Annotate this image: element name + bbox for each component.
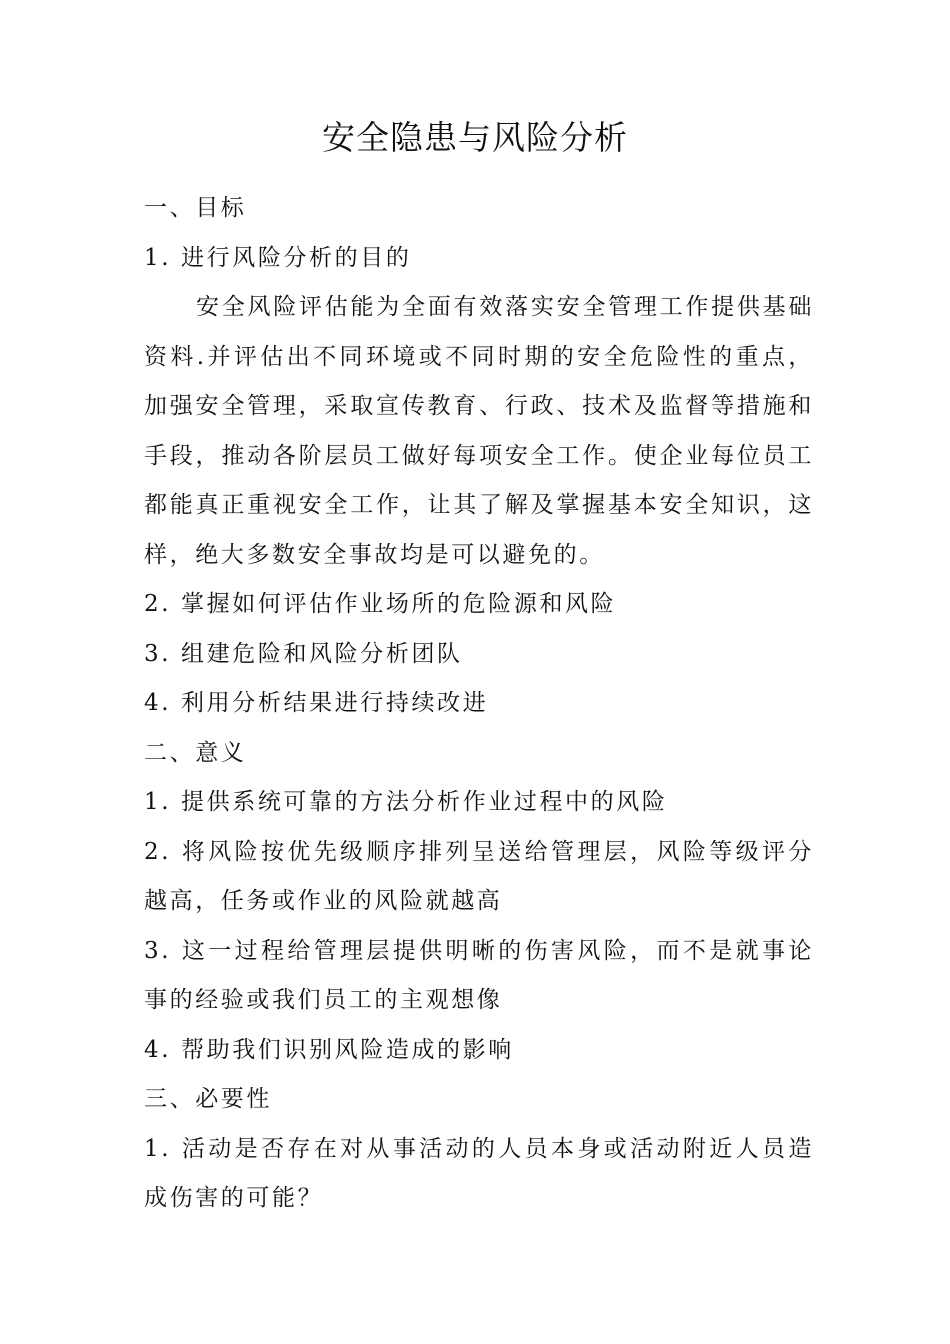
goal-item-2: 2. 掌握如何评估作业场所的危险源和风险	[144, 591, 617, 617]
significance-item-2: 2. 将风险按优先级顺序排列呈送给管理层，风险等级评分越高，任务或作业的风险就越高	[144, 838, 814, 914]
section-heading-significance: 二、意义	[144, 739, 247, 766]
document-body	[144, 184, 814, 1224]
necessity-item-1: 1. 活动是否存在对从事活动的人员本身或活动附近人员造成伤害的可能？	[144, 1135, 814, 1211]
significance-item-3: 3. 这一过程给管理层提供明晰的伤害风险，而不是就事论事的经验或我们员工的主观想像	[144, 937, 814, 1013]
section-heading-goals: 一、目标	[144, 195, 247, 221]
section-heading-necessity: 三、必要性	[144, 1086, 272, 1112]
goal-paragraph: 安全风险评估能为全面有效落实安全管理工作提供基础资料.并评估出不同环境或不同时期的安全危险性的重点，加强安全管理，采取宣传教育、行政、技术及监督等措施和手段，推动各阶层员工做好每项安全工作。使企业每位员工都能真正重视安全工作，让其了解及掌握基本安全知识，这样，绝大多数安全事故均是可以避免的。	[144, 294, 814, 568]
goal-item-1: 1. 进行风险分析的目的	[144, 244, 412, 271]
goal-item-4: 4. 利用分析结果进行持续改进	[144, 690, 489, 716]
document-title: 安全隐患与风险分析	[322, 118, 628, 157]
goal-item-3: 3. 组建危险和风险分析团队	[144, 640, 463, 667]
significance-item-4: 4. 帮助我们识别风险造成的影响	[144, 1036, 514, 1063]
significance-item-1: 1. 提供系统可靠的方法分析作业过程中的风险	[144, 789, 668, 815]
